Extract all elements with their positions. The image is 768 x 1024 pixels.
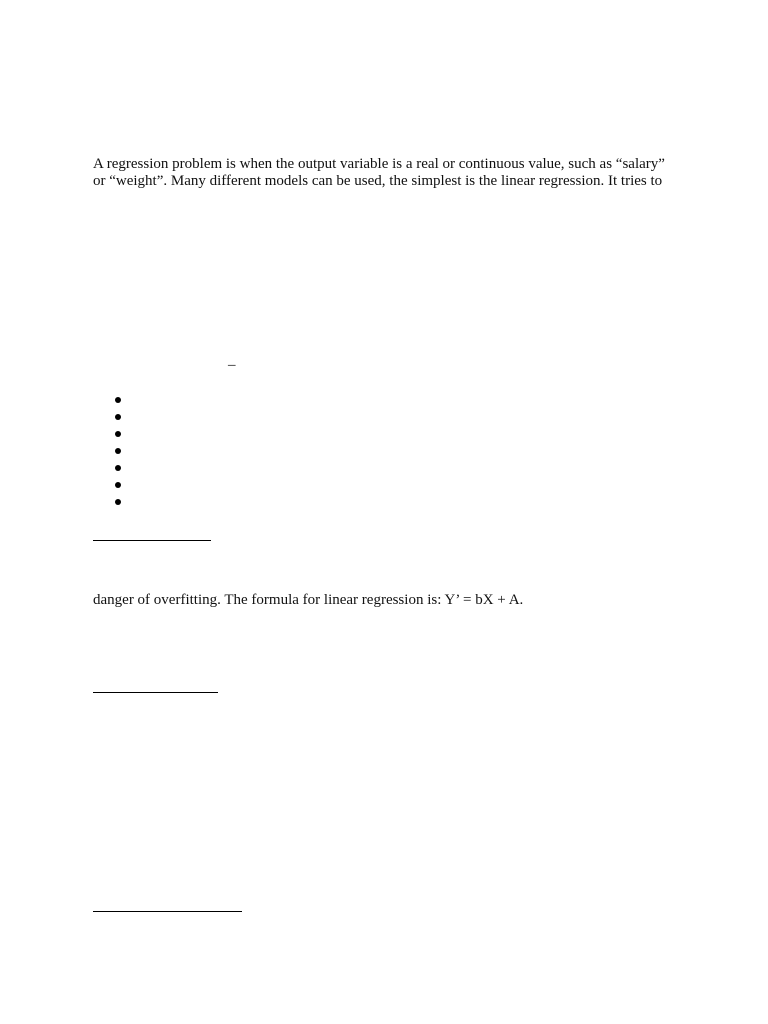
bullet-point	[115, 397, 121, 403]
bullet-point	[115, 414, 121, 420]
paragraph-1-line-2: or “weight”. Many different models can be used, the simplest is the linear regression. It tries to	[93, 173, 663, 189]
paragraph-1-line-1: A regression problem is when the output variable is a real or continuous value, such as “salary”	[93, 156, 665, 172]
section-underline-3	[93, 911, 242, 912]
bullet-point	[115, 499, 121, 505]
section-underline-1	[93, 540, 211, 541]
bullet-point	[115, 482, 121, 488]
section-underline-2	[93, 692, 218, 693]
bullet-point	[115, 448, 121, 454]
paragraph-2-line-1: danger of overfitting. The formula for linear regression is: Y’ = bX + A.	[93, 592, 524, 608]
dash-mark: –	[228, 357, 236, 373]
bullet-point	[115, 465, 121, 471]
bullet-point	[115, 431, 121, 437]
